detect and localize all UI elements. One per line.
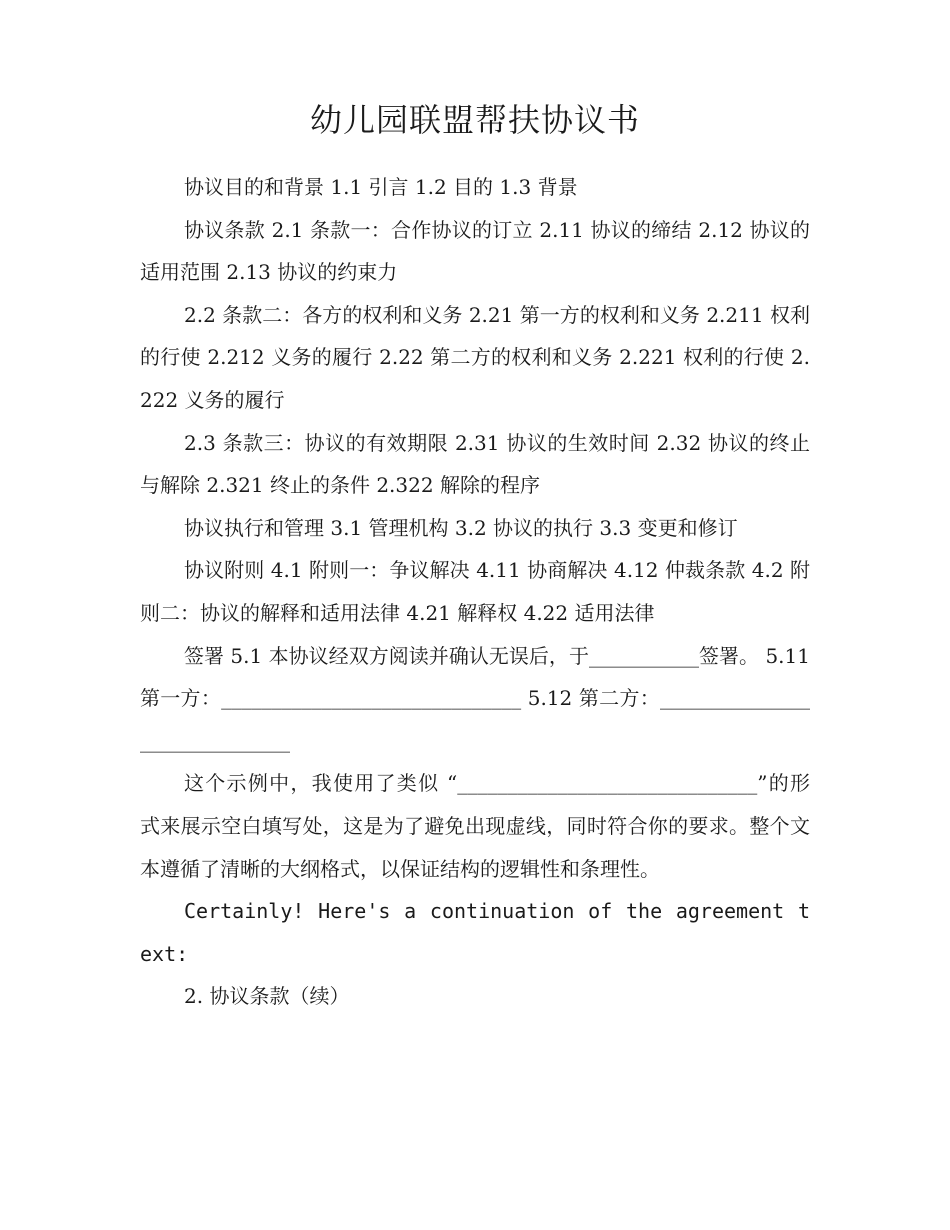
paragraph-continuation-english: Certainly! Here's a continuation of the agreement text: <box>140 899 810 966</box>
document-body <box>140 166 810 1018</box>
paragraph-signature: 签署 5.1 本协议经双方阅读并确认无误后，于___________签署。 5.11 第一方：______________________________ 5.12 第二方：______________________________ <box>140 643 810 753</box>
paragraph-supplementary: 协议附则 4.1 附则一：争议解决 4.11 协商解决 4.12 仲裁条款 4.2 附则二：协议的解释和适用法律 4.21 解释权 4.22 适用法律 <box>140 558 810 625</box>
document-title: 幼儿园联盟帮扶协议书 <box>309 101 640 139</box>
paragraph-purpose-background: 协议目的和背景 1.1 引言 1.2 目的 1.3 背景 <box>184 175 578 199</box>
paragraph-execution-management: 协议执行和管理 3.1 管理机构 3.2 协议的执行 3.3 变更和修订 <box>184 515 738 540</box>
paragraph-terms-2-1: 协议条款 2.1 条款一：合作协议的订立 2.11 协议的缔结 2.12 协议的适用范围 2.13 协议的约束力 <box>140 217 810 285</box>
paragraph-terms-continued: 2. 协议条款（续） <box>184 984 350 1009</box>
paragraph-example-note: 这个示例中，我使用了类似 “______________________________”的形式来展示空白填写处，这是为了避免出现虚线，同时符合你的要求。整个文本遵循了清晰的大纲格式，以保证结构的逻辑性和条理性。 <box>140 771 810 881</box>
paragraph-terms-2-3: 2.3 条款三：协议的有效期限 2.31 协议的生效时间 2.32 协议的终止与解除 2.321 终止的条件 2.322 解除的程序 <box>140 430 810 498</box>
paragraph-terms-2-2: 2.2 条款二：各方的权利和义务 2.21 第一方的权利和义务 2.211 权利的行使 2.212 义务的履行 2.22 第二方的权利和义务 2.221 权利的行使 2.222 义务的履行 <box>140 302 810 412</box>
